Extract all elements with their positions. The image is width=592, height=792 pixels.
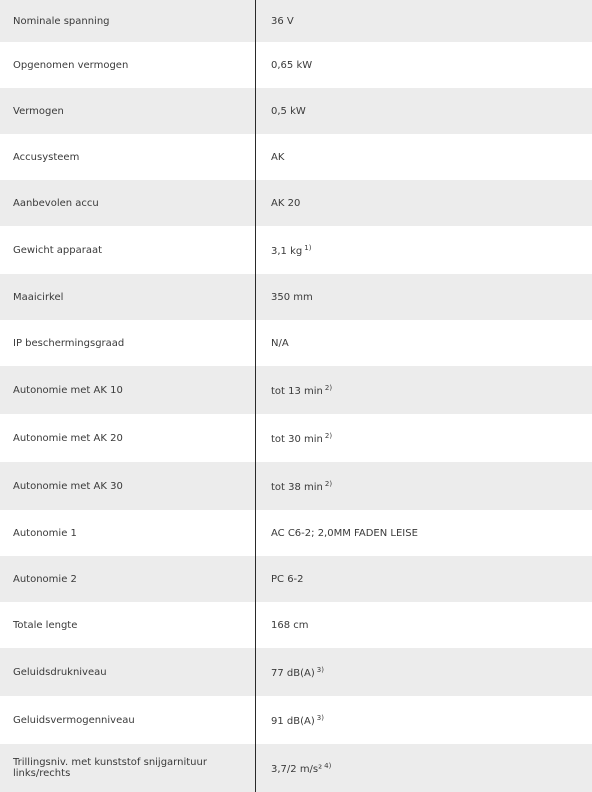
spec-value xyxy=(256,620,592,631)
footnote-marker: 2) xyxy=(324,431,333,440)
spec-value-text: 0,65 kW xyxy=(271,59,313,71)
spec-value xyxy=(256,666,592,679)
spec-value xyxy=(256,106,592,117)
spec-label: Opgenomen vermogen xyxy=(13,59,129,71)
footnote-marker: 4) xyxy=(324,761,332,770)
spec-label: Autonomie 1 xyxy=(13,527,77,539)
spec-value-text: N/A xyxy=(271,337,289,349)
spec-row xyxy=(0,0,592,42)
spec-value xyxy=(256,528,592,539)
spec-row xyxy=(0,696,592,744)
spec-row xyxy=(0,88,592,134)
spec-label: Geluidsvermogenniveau xyxy=(13,714,135,726)
footnote-marker: 2) xyxy=(324,383,333,392)
spec-label: Geluidsdrukniveau xyxy=(13,666,107,678)
spec-value xyxy=(256,244,592,257)
spec-row xyxy=(0,134,592,180)
spec-row xyxy=(0,648,592,696)
spec-row xyxy=(0,602,592,648)
footnote-marker: 1) xyxy=(304,243,312,252)
spec-row xyxy=(0,510,592,556)
spec-value-text: AK xyxy=(271,151,285,163)
spec-row xyxy=(0,226,592,274)
spec-value xyxy=(256,292,592,303)
spec-value-text: 3,1 kg xyxy=(271,245,303,257)
spec-value xyxy=(256,338,592,349)
spec-label: Maaicirkel xyxy=(13,291,64,303)
footnote-marker: 2) xyxy=(324,479,333,488)
spec-row xyxy=(0,274,592,320)
spec-label: Autonomie 2 xyxy=(13,573,77,585)
spec-row xyxy=(0,556,592,602)
spec-value xyxy=(256,480,592,493)
spec-value xyxy=(256,574,592,585)
spec-label: Aanbevolen accu xyxy=(13,197,99,209)
spec-label: Autonomie met AK 30 xyxy=(13,480,123,492)
spec-row xyxy=(0,42,592,88)
spec-value-text: 3,7/2 m/s² xyxy=(271,763,323,775)
spec-value xyxy=(256,432,592,445)
footnote-marker: 3) xyxy=(316,665,324,674)
spec-label: Totale lengte xyxy=(13,619,78,631)
spec-value-text: 77 dB(A) xyxy=(271,667,315,679)
spec-row xyxy=(0,320,592,366)
spec-label: IP beschermingsgraad xyxy=(13,337,125,349)
spec-label: Nominale spanning xyxy=(13,15,110,27)
spec-label: Autonomie met AK 20 xyxy=(13,432,123,444)
spec-value-text: AC C6-2; 2,0MM FADEN LEISE xyxy=(271,527,418,539)
spec-label: Accusysteem xyxy=(13,151,80,163)
spec-value xyxy=(256,762,592,775)
spec-value-text: 91 dB(A) xyxy=(271,715,315,727)
spec-label: Trillingsniv. met kunststof snijgarnituur links/rechts xyxy=(13,757,207,779)
spec-row xyxy=(0,744,592,792)
spec-value-text: 168 cm xyxy=(271,619,309,631)
spec-value xyxy=(256,60,592,71)
spec-value xyxy=(256,714,592,727)
spec-label: Autonomie met AK 10 xyxy=(13,384,123,396)
spec-value xyxy=(256,198,592,209)
spec-row xyxy=(0,366,592,414)
spec-value xyxy=(256,152,592,163)
spec-row xyxy=(0,462,592,510)
spec-value-text: tot 38 min xyxy=(271,481,323,493)
spec-value-text: 0,5 kW xyxy=(271,105,306,117)
spec-value xyxy=(256,384,592,397)
spec-value-text: 36 V xyxy=(271,15,294,27)
spec-label: Gewicht apparaat xyxy=(13,244,103,256)
spec-value xyxy=(256,16,592,27)
footnote-marker: 3) xyxy=(316,713,324,722)
spec-label: Vermogen xyxy=(13,105,64,117)
spec-row xyxy=(0,414,592,462)
spec-value-text: AK 20 xyxy=(271,197,301,209)
spec-value-text: tot 13 min xyxy=(271,385,323,397)
spec-value-text: 350 mm xyxy=(271,291,313,303)
spec-value-text: tot 30 min xyxy=(271,433,323,445)
spec-value-text: PC 6-2 xyxy=(271,573,304,585)
spec-row xyxy=(0,180,592,226)
